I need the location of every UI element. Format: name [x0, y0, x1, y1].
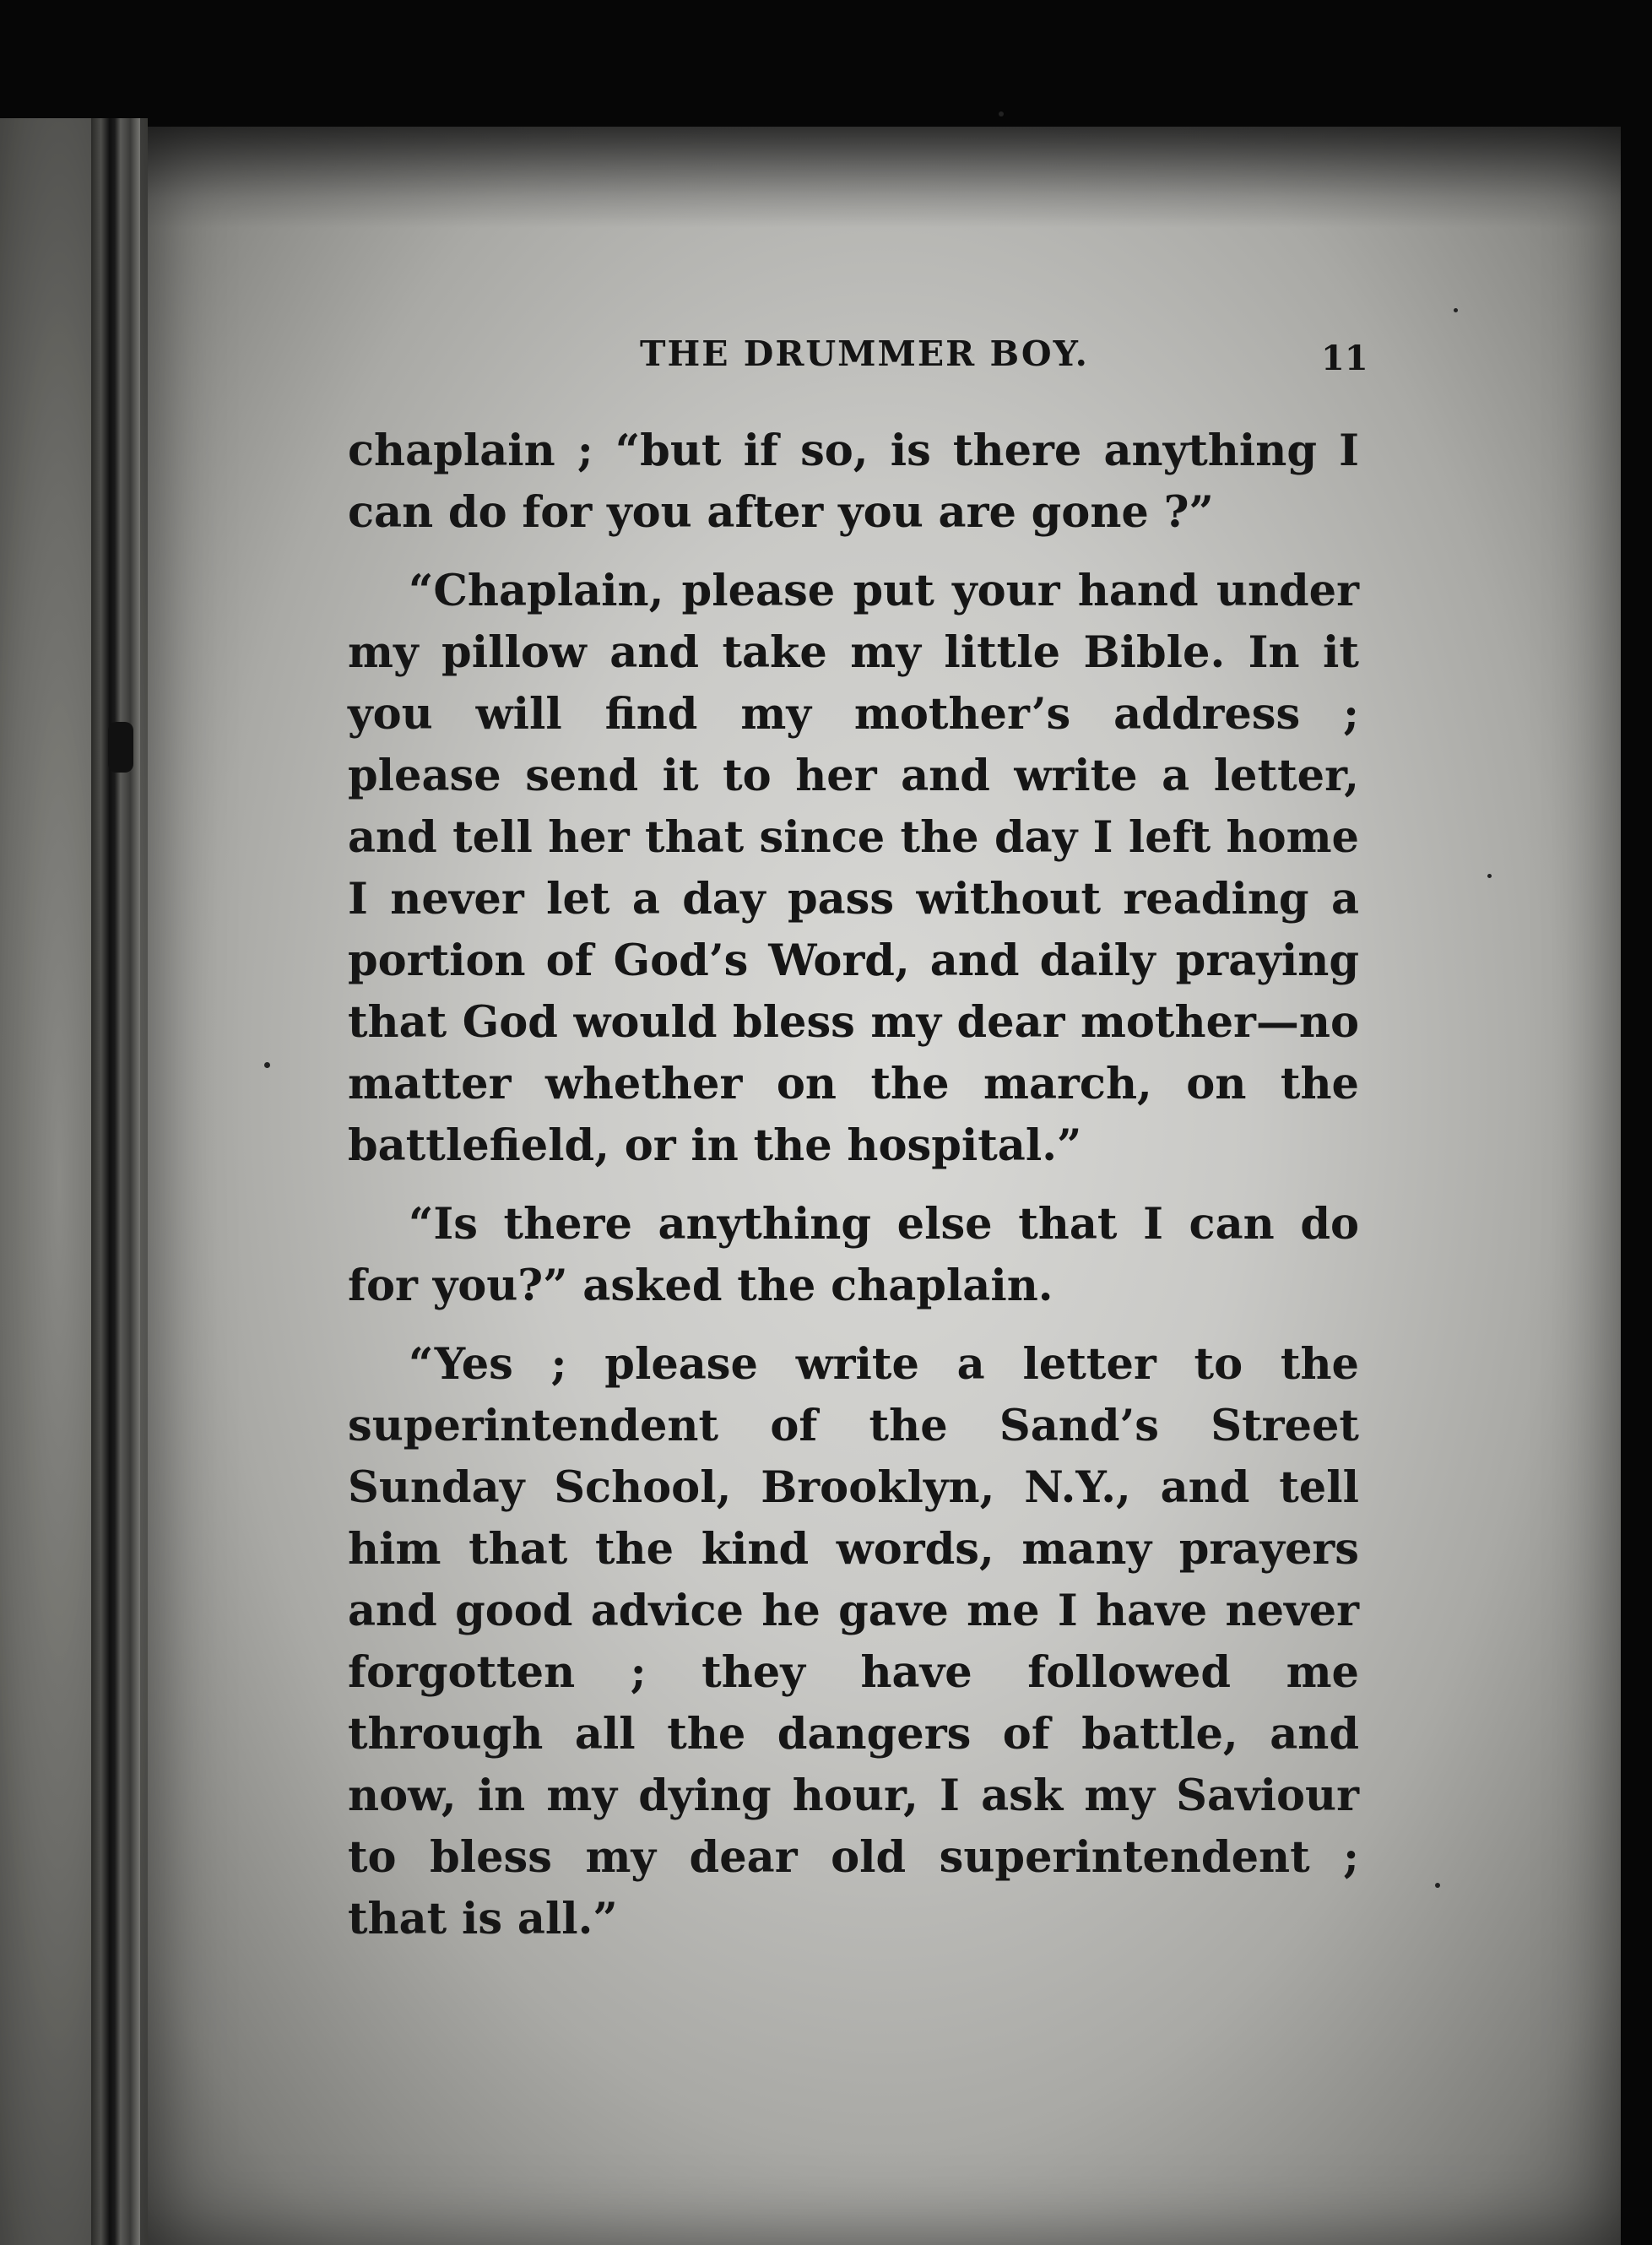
- paragraph-superintendent: “Yes ; please write a letter to the superintendent of the Sand’s Street Sunday School, Brooklyn, N.Y., and tell him that the kind words, many prayers and good advice he gave me I have never forgotten ; they have followed me through all the dangers of battle, and now, in my dying hour, I ask my Saviour to bless my dear old superintendent ; that is all.”: [348, 1339, 1359, 1944]
- scan-speck: [1435, 1883, 1440, 1888]
- paragraph-continuation: chaplain ; “but if so, is there anything I can do for you after you are gone ?”: [348, 426, 1359, 538]
- paragraph-chaplain-request: “Chaplain, please put your hand under my pillow and take my little Bible. In it you will find my mother’s address ; please send it to her and write a letter, and tell her that since the day I left home I never let a day pass without reading a portion of God’s Word, and daily praying that God would bless my dear mother—no matter whether on the march, on the battlefield, or in the hospital.”: [348, 566, 1359, 1171]
- page-number: 11: [1321, 339, 1368, 378]
- binding-thread: [108, 722, 133, 773]
- running-head: THE DRUMMER BOY.: [640, 333, 1089, 374]
- scan-speck: [999, 111, 1004, 117]
- scan-speck: [1454, 308, 1458, 312]
- page-top-shadow: [148, 127, 1621, 228]
- scan-speck: [264, 1062, 270, 1068]
- paragraph-anything-else: “Is there anything else that I can do for you?” asked the chaplain.: [348, 1199, 1359, 1311]
- book-gutter: [91, 118, 140, 2245]
- scan-speck: [1487, 874, 1492, 878]
- page-body-text: [348, 420, 1359, 1950]
